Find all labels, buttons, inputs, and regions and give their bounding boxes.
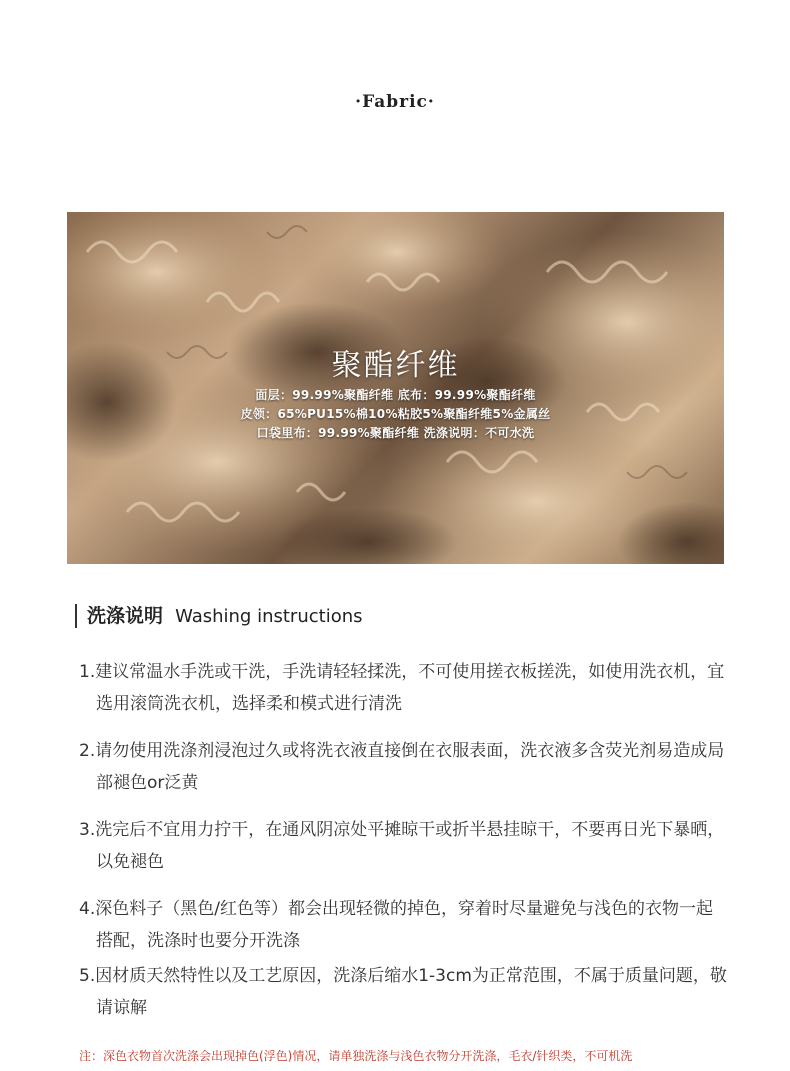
instruction-item: 5.因材质天然特性以及工艺原因，洗涤后缩水1-3cm为正常范围，不属于质量问题，敬请谅解: [79, 966, 727, 1018]
washing-note: 注：深色衣物首次洗涤会出现掉色(浮色)情况，请单独洗涤与浅色衣物分开洗涤，毛衣/针织类，不可机洗: [79, 1049, 633, 1063]
fabric-spec-line: 口袋里布：99.99%聚酯纤维 洗涤说明：不可水洗: [256, 426, 535, 440]
instruction-item: 4.深色料子（黑色/红色等）都会出现轻微的掉色，穿着时尽量避免与浅色的衣物一起搭配，洗涤时也要分开洗涤: [79, 899, 713, 951]
instruction-item: 3.洗完后不宜用力拧干，在通风阴凉处平摊晾干或折半悬挂晾干，不要再日光下暴晒，以免褪色: [79, 820, 725, 872]
fabric-title: 聚酯纤维: [331, 348, 460, 383]
washing-instructions-heading: [75, 604, 363, 628]
fabric-spec-line: 面层：99.99%聚酯纤维 底布：99.99%聚酯纤维: [255, 388, 536, 402]
fabric-photo: [67, 212, 724, 564]
instruction-item: 2.请勿使用洗涤剂浸泡过久或将洗衣液直接倒在衣服表面，洗衣液多含荧光剂易造成局部褪色or泛黄: [79, 741, 725, 793]
instruction-item: 1.建议常温水手洗或干洗，手洗请轻轻揉洗，不可使用搓衣板搓洗，如使用洗衣机，宜选用滚筒洗衣机，选择柔和模式进行清洗: [79, 662, 725, 714]
washing-heading-en: Washing instructions: [175, 606, 363, 627]
section-heading: ·Fabric·: [355, 92, 435, 112]
washing-heading-cn: 洗涤说明: [87, 605, 164, 627]
fabric-spec-line: 皮领：65%PU15%棉10%粘胶5%聚酯纤维5%金属丝: [240, 407, 551, 421]
fabric-overlay: [67, 212, 724, 564]
washing-instructions-list: [79, 656, 729, 1039]
